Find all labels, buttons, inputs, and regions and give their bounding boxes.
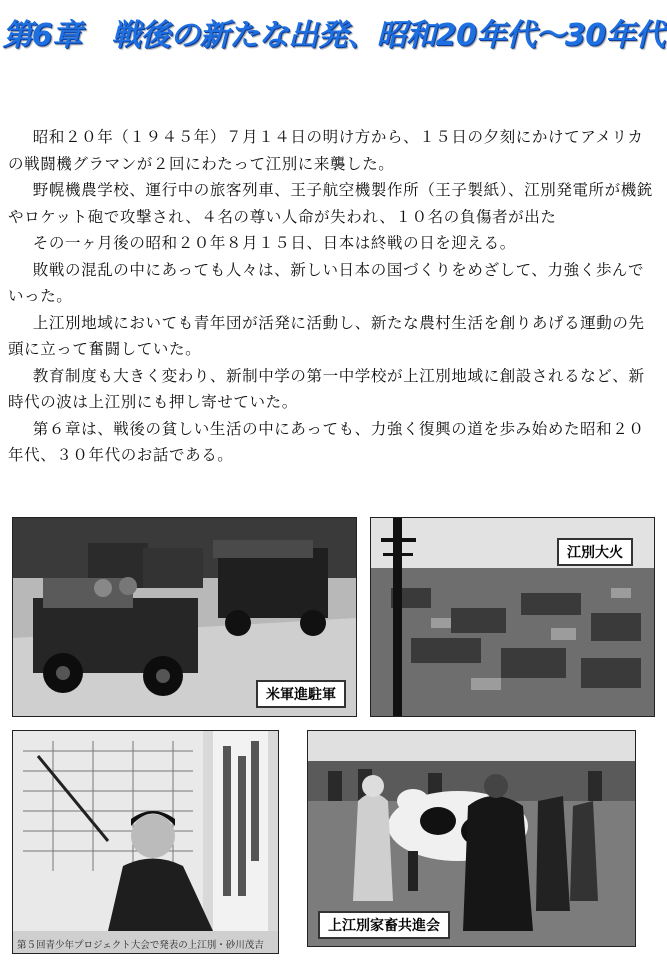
paragraph: 教育制度も大きく変わり、新制中学の第一中学校が上江別地域に創設されるなど、新時代の波は上江別にも押し寄せていた。 — [8, 366, 645, 411]
paragraph: 敗戦の混乱の中にあっても人々は、新しい日本の国づくりをめざして、力強く歩んでいった。 — [8, 260, 645, 305]
paragraph: その一ヶ月後の昭和２０年８月１５日、日本は終戦の日を迎える。 — [32, 234, 516, 252]
photo-occupation-forces — [12, 517, 357, 717]
paragraph: 上江別地域においても青年団が活発に活動し、新たな農村生活を創りあげる運動の先頭に立って奮闘していた。 — [8, 313, 645, 358]
paragraph: 野幌機農学校、運行中の旅客列車、王子航空機製作所（王子製紙）、江別発電所が機銃やロケット砲で攻撃され、４名の尊い人命が失われ、１０名の負傷者が出た — [8, 181, 653, 226]
chapter-intro-text — [8, 124, 658, 469]
photo-youth-presentation — [12, 730, 279, 954]
paragraph: 第６章は、戦後の貧しい生活の中にあっても、力強く復興の道を歩み始めた昭和２０年代、３０年代のお話である。 — [8, 419, 645, 464]
photo-caption: 米軍進駐軍 — [256, 680, 346, 708]
chapter-title: 第6章 戦後の新たな出発、昭和20年代〜30年代 — [2, 18, 665, 53]
paragraph: 昭和２０年（１９４５年）７月１４日の明け方から、１５日の夕刻にかけてアメリカの戦闘機グラマンが２回にわたって江別に来襲した。 — [8, 128, 644, 173]
photo-livestock-fair — [307, 730, 636, 947]
photo-caption: 第５回青少年プロジェクト大会で発表の上江別・砂川茂吉 — [17, 940, 264, 951]
photo-caption: 上江別家畜共進会 — [318, 911, 450, 939]
photo-caption: 江別大火 — [557, 538, 633, 566]
photo-ebetsu-fire — [370, 517, 655, 717]
